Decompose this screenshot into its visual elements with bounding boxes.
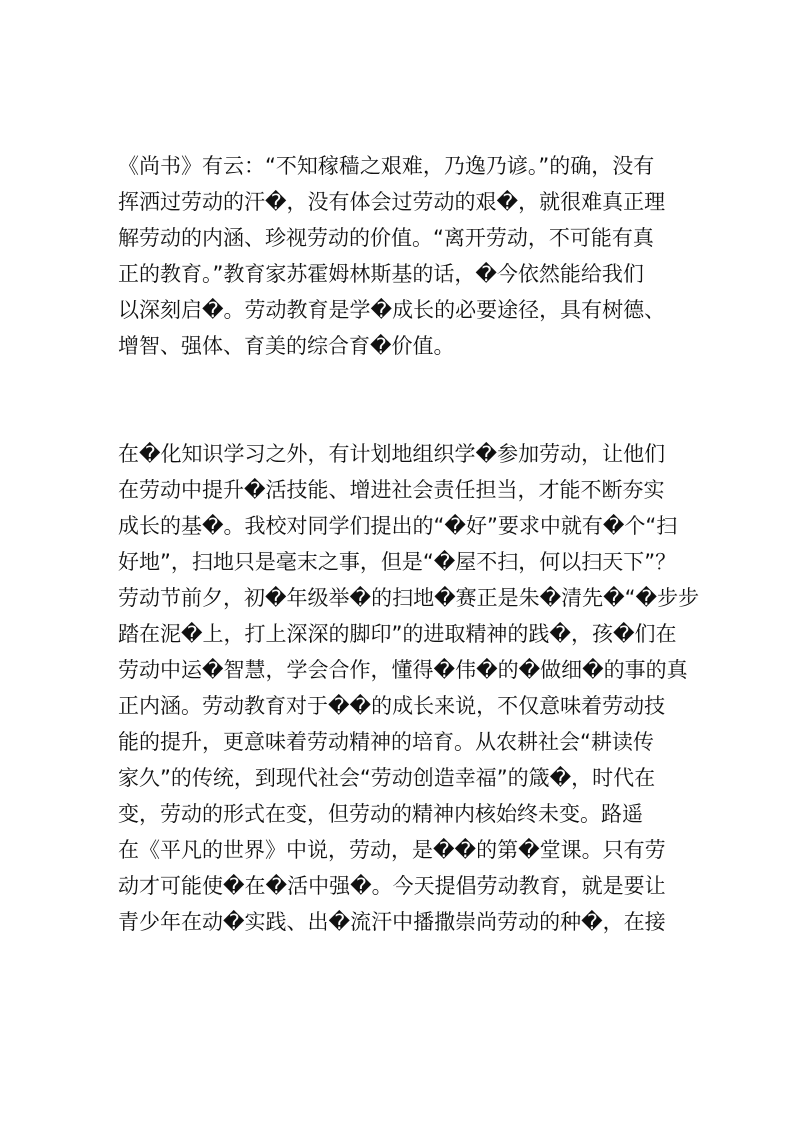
text-line: 能的提升，更意味着劳动精神的培育。从农耕社会“耕读传 <box>118 730 654 754</box>
paragraph-2 <box>118 436 700 940</box>
text-line: 解劳动的内涵、珍视劳动的价值。“离开劳动，不可能有真 <box>118 226 654 250</box>
text-line: 在�化知识学习之外，有计划地组织学�参加劳动，让他们 <box>118 442 666 466</box>
text-line: 《尚书》有云：“不知稼穑之艰难，乃逸乃谚。”的确，没有 <box>118 154 655 178</box>
text-line: 正的教育。”教育家苏霍姆林斯基的话，�今依然能给我们 <box>118 262 644 286</box>
text-line: 动才可能使�在�活中强�。今天提倡劳动教育，就是要让 <box>118 874 666 898</box>
text-line: 增智、强体、育美的综合育�价值。 <box>118 334 455 358</box>
text-line: 在《平凡的世界》中说，劳动，是��的第�堂课。只有劳 <box>118 838 666 862</box>
text-line: 青少年在动�实践、出�流汗中播撒崇尚劳动的种�，在接 <box>118 910 666 934</box>
text-line: 以深刻启�。劳动教育是学�成长的必要途径，具有树德、 <box>118 298 666 322</box>
text-line: 好地”，扫地只是毫末之事，但是“�屋不扫，何以扫天下”？ <box>118 550 677 574</box>
text-line: 劳动节前夕，初�年级举�的扫地�赛正是朱�清先�“�步步 <box>118 586 700 610</box>
text-line: 正内涵。劳动教育对于��的成长来说，不仅意味着劳动技 <box>118 694 666 718</box>
text-line: 踏在泥�上，打上深深的脚印”的进取精神的践�，孩�们在 <box>118 622 677 646</box>
text-line: 家久”的传统，到现代社会“劳动创造幸福”的箴�，时代在 <box>118 766 656 790</box>
text-line: 劳动中运�智慧，学会合作，懂得�伟�的�做细�的事的真 <box>118 658 688 682</box>
text-line: 变，劳动的形式在变，但劳动的精神内核始终未变。路遥 <box>118 802 643 826</box>
text-line: 挥洒过劳动的汗�，没有体会过劳动的艰�，就很难真正理 <box>118 190 666 214</box>
text-line: 成长的基�。我校对同学们提出的“�好”要求中就有�个“扫 <box>118 514 678 538</box>
text-line: 在劳动中提升�活技能、增进社会责任担当，才能不断夯实 <box>118 478 665 502</box>
paragraph-1 <box>118 148 688 364</box>
